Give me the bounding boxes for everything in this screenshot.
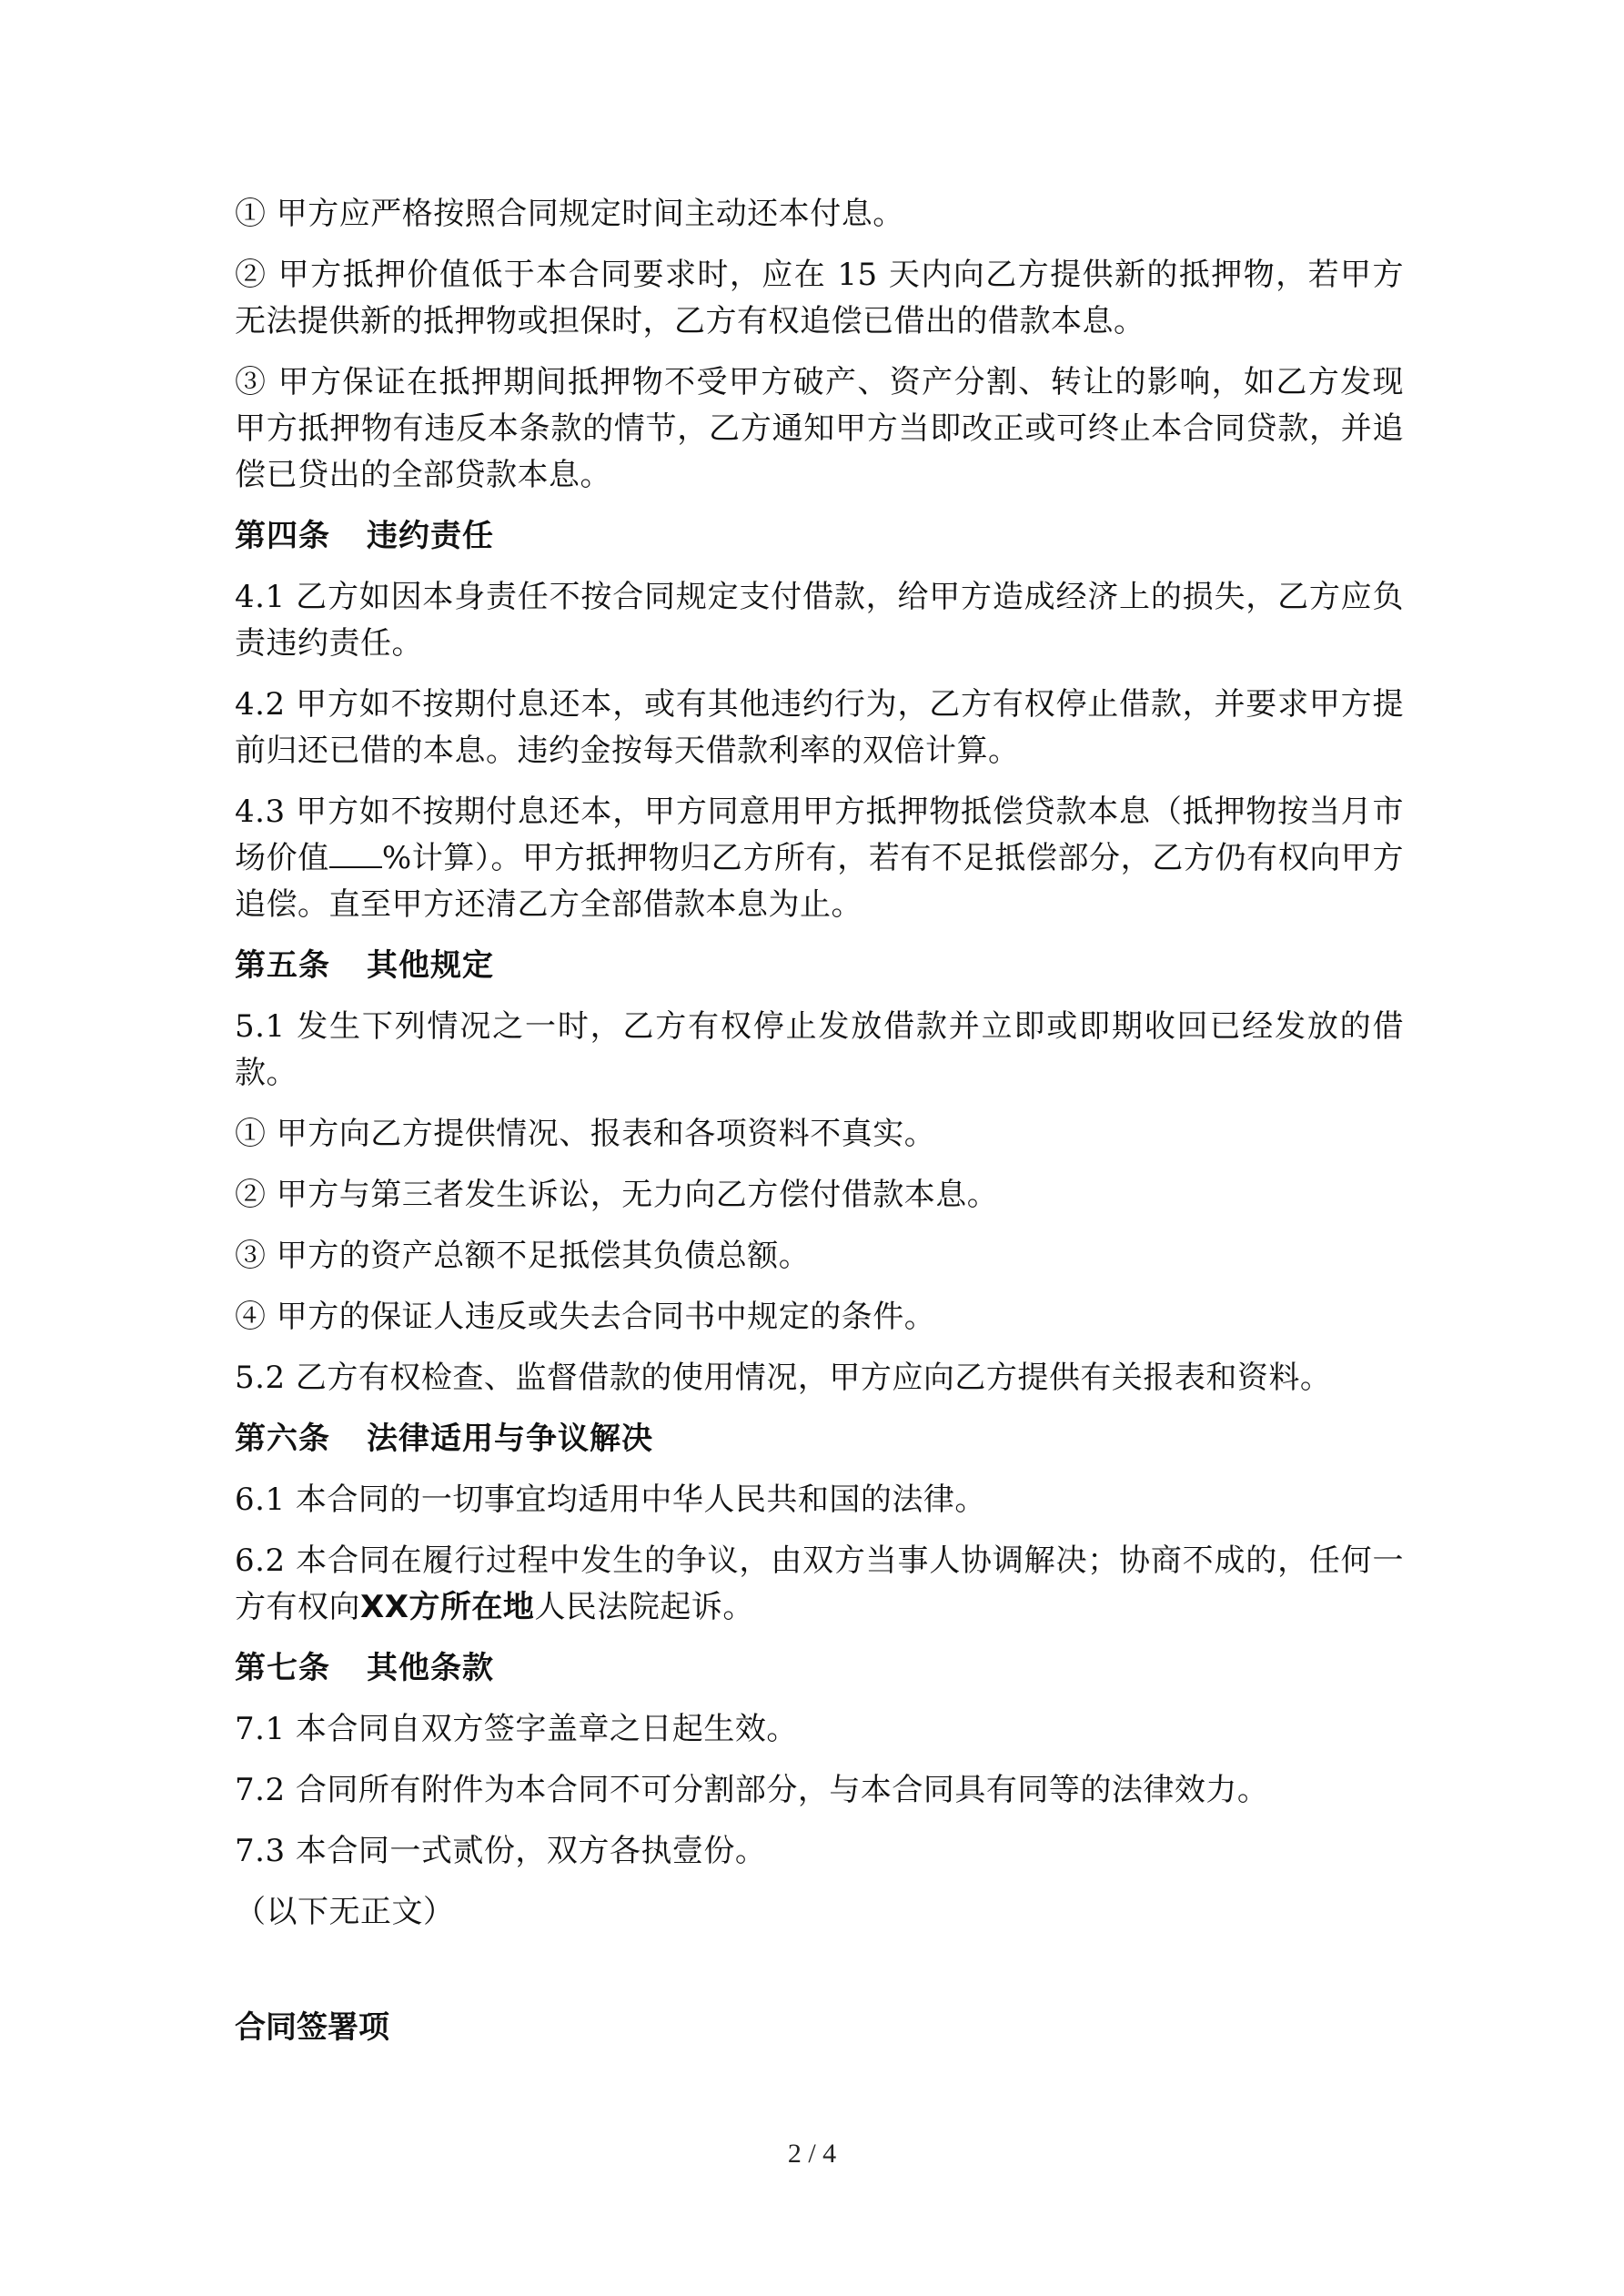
article-4-heading [235, 513, 1404, 560]
clause-7-2: 7.2 合同所有附件为本合同不可分割部分，与本合同具有同等的法律效力。 [235, 1772, 1269, 1808]
clause-4-3-before: 4.3 甲方如不按期付息还本，甲方同意用甲方抵押物抵偿贷款本息（抵押物按当月市场价值 [235, 794, 1404, 876]
clause-7-3: 7.3 本合同一式贰份，双方各执壹份。 [235, 1833, 767, 1869]
clause-6-2-venue: XX方所在地 [360, 1589, 535, 1625]
article-5-title: 其他规定 [367, 947, 494, 984]
clause-5-1: 5.1 发生下列情况之一时，乙方有权停止发放借款并立即或即期收回已经发放的借款。 [235, 1008, 1404, 1091]
clause-5-1-item-3: ③ 甲方的资产总额不足抵偿其负债总额。 [235, 1238, 811, 1274]
article-7-title: 其他条款 [367, 1650, 494, 1686]
clause-item-3: ③ 甲方保证在抵押期间抵押物不受甲方破产、资产分割、转让的影响，如乙方发现甲方抵押物有违反本条款的情节，乙方通知甲方当即改正或可终止本合同贷款，并追偿已贷出的全部贷款本息。 [235, 364, 1404, 493]
clause-4-3 [235, 789, 1404, 928]
clause-item-1: ① 甲方应严格按照合同规定时间主动还本付息。 [235, 196, 904, 232]
article-4-number: 第四条 [235, 518, 330, 554]
percent-blank [329, 835, 382, 868]
clause-6-2 [235, 1538, 1404, 1631]
clause-4-1: 4.1 乙方如因本身责任不按合同规定支付借款，给甲方造成经济上的损失，乙方应负责违约责任。 [235, 579, 1404, 662]
spacer [235, 1950, 1404, 2005]
clause-6-2-before: 6.2 本合同在履行过程中发生的争议，由双方当事人协调解决；协商不成的，任何一方有权向 [235, 1542, 1404, 1625]
document-body [235, 191, 1404, 2051]
signing-heading: 合同签署项 [235, 2009, 389, 2046]
clause-4-2: 4.2 甲方如不按期付息还本，或有其他违约行为，乙方有权停止借款，并要求甲方提前归还已借的本息。违约金按每天借款利率的双倍计算。 [235, 686, 1404, 769]
article-7-heading [235, 1645, 1404, 1692]
article-5-heading [235, 943, 1404, 989]
article-6-title: 法律适用与争议解决 [367, 1421, 653, 1457]
clause-item-2: ② 甲方抵押价值低于本合同要求时，应在 15 天内向乙方提供新的抵押物，若甲方无法提供新的抵押物或担保时，乙方有权追偿已借出的借款本息。 [235, 257, 1404, 339]
clause-5-1-item-4: ④ 甲方的保证人违反或失去合同书中规定的条件。 [235, 1299, 936, 1335]
clause-7-1: 7.1 本合同自双方签字盖章之日起生效。 [235, 1711, 798, 1747]
clause-5-2: 5.2 乙方有权检查、监督借款的使用情况，甲方应向乙方提供有关报表和资料。 [235, 1360, 1332, 1396]
clause-5-1-item-1: ① 甲方向乙方提供情况、报表和各项资料不真实。 [235, 1116, 936, 1152]
article-6-heading [235, 1416, 1404, 1462]
clause-5-1-item-2: ② 甲方与第三者发生诉讼，无力向乙方偿付借款本息。 [235, 1177, 999, 1213]
end-note: （以下无正文） [235, 1894, 455, 1930]
clause-6-1: 6.1 本合同的一切事宜均适用中华人民共和国的法律。 [235, 1482, 986, 1518]
article-4-title: 违约责任 [367, 518, 494, 554]
article-5-number: 第五条 [235, 947, 330, 984]
article-6-number: 第六条 [235, 1421, 330, 1457]
page-number: 2 / 4 [787, 2139, 837, 2169]
article-7-number: 第七条 [235, 1650, 330, 1686]
clause-4-3-after: %计算）。甲方抵押物归乙方所有，若有不足抵偿部分，乙方仍有权向甲方追偿。直至甲方还清乙方全部借款本息为止。 [235, 840, 1405, 923]
clause-6-2-after: 人民法院起诉。 [534, 1589, 754, 1625]
